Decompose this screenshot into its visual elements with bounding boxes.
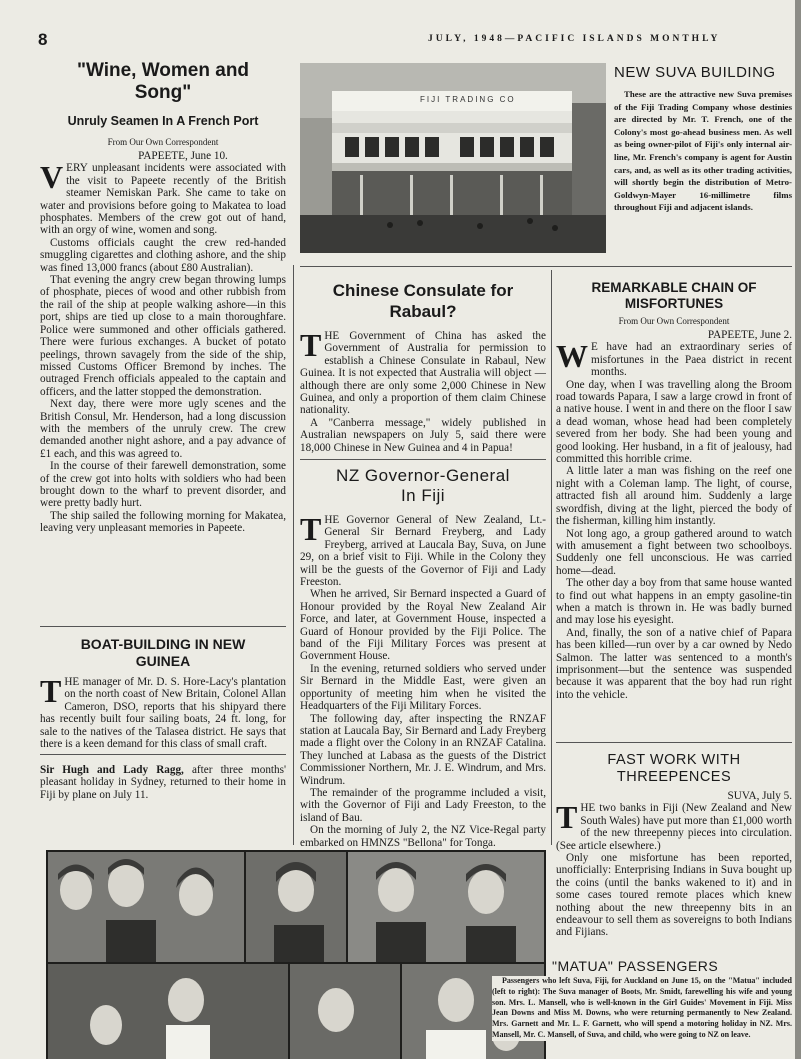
threepence-para-1: HE two banks in Fiji (New Zealand and New South Wales) have put more than £1,000 worth of the new threepenny pieces into circulation. (See article elsewhere.) (556, 802, 792, 852)
threepence-body (556, 799, 792, 939)
governor-headline: NZ Governor-General In Fiji (336, 466, 510, 505)
suva-building-photo (300, 63, 606, 253)
misfortunes-dateline: PAPEETE, June 2. (707, 329, 792, 341)
misfortunes-para-1: E have had an extraordinary series of misfortunes in the Paea district in recent months. (591, 341, 792, 379)
ragg-text: after three months' pleasant holiday in Sydney, returned to their home in Fiji by plane on July 11. (40, 764, 287, 801)
suva-building-caption-block (614, 64, 792, 214)
column-divider-right (551, 270, 552, 845)
passenger-photo-collage (46, 850, 546, 1059)
governor-para-4: The following day, after inspecting the RNZAF station at Laucala Bay, Sir Bernard and Lady Freyberg made a flight over the Colony in an RNZAF Catalina. They lunched at Labasa as the guests of the District Commissioner Northern, Mr. J. E. Windrum, and Mrs. Windrum. (300, 712, 546, 787)
misfortunes-para-6: And, finally, the son of a native chief of Papara has been killed—run over by a car owned by Nedo Salmon. The latter was sentenced to a month's imprisonment—but the sentence was suspended because it was apparent that the boy had run right into the vehicle. (556, 626, 792, 701)
chinese-para-1: HE Government of China has asked the Government of Australia for permission to establish a Chinese Consulate in Rabaul, New Guinea. It is not expected that Australia will object —although there are only some 2,000 Chinese in New Guinea, and only a proportion of them claim Chinese nationality. (300, 330, 546, 417)
misfortunes-para-2: One day, when I was travelling along the Broom road towards Papara, I saw a large crowd in front of a native house. I went in and there on the floor I saw a dead woman, whose head had been completely severed from her body. She had been young and good looking. Her husband, in a fit of jealousy, had committed this horrible crime. (556, 378, 792, 466)
misfortunes-para-3: A little later a man was fishing on the reef one night with a Coleman lamp. The light, of course, attracted fish all around him. Suddenly a large swordfish, diving at the light, pierced the body of the fisherman, killing him instantly. (556, 465, 792, 528)
page-number: 8 (38, 30, 48, 49)
wine-para-6: The ship sailed the following morning for Makatea, leaving very unpleasant memories in Papeete. (40, 509, 286, 535)
threepence-headline: FAST WORK WITH THREEPENCES (607, 752, 741, 785)
wine-para-1: ERY unpleasant incidents were associated with the visit to Papeete recently of the British steamer Nemiskan Park. She came to take on water and provisions before going to Makatea to load phosphates. Members of the crew got out of hand, with an orgy of wine, women and song. (40, 162, 286, 237)
threepence-article (556, 752, 792, 939)
governor-para-1: HE Governor General of New Zealand, Lt.-General Sir Bernard Freyberg, and Lady Freyberg, arrived at Laucala Bay, Suva, on June 29, on a brief visit to Fiji. While in the Colony they will be the guests of the Governor of Fiji and Lady Freeston. (300, 514, 546, 589)
matua-headline: "MATUA" PASSENGERS (552, 958, 719, 974)
wine-headline: "Wine, Women and Song" (76, 60, 250, 103)
governor-article (300, 466, 546, 849)
matua-caption: Passengers who left Suva, Fiji, for Auckland on June 15, on the "Matua" included (left to right): The Suva manager of Boots, Mr. Smidt, farewelling his wife and young son. Mrs. L. Mansell, who is well-known in the Girl Guides' Movement in Fiji. Miss Jean Downs and Miss M. Downs, who were returning permanently to New Zealand. Mrs. Garnett and Mr. L. F. Garnett, who will spend a motoring holiday in NZ. Mrs. Mansell, Mr. C. Mansell, of Suva, and child, who were going to NZ on leave. (492, 976, 792, 1039)
ragg-note (40, 764, 286, 801)
threepence-dateline: SUVA, July 5. (727, 790, 792, 802)
wine-body (40, 159, 286, 535)
chinese-drop-cap: T (300, 327, 322, 363)
governor-para-5: The remainder of the programme included a visit, with the Governor of Fiji and Lady Freeston, to the island of Bau. (300, 786, 546, 824)
boat-drop-cap: T (40, 673, 62, 709)
issue-line: JULY, 1948—PACIFIC ISLANDS MONTHLY (428, 34, 721, 44)
chinese-article (300, 280, 546, 454)
threepence-para-2: Only one misfortune has been reported, unofficially: Enterprising Indians in Suva bought up the coins (until the banks wakened to it) and in some cases toured remote places which knew nothing about the new threepenny bits in an endeavour to sell them as sovereigns to both Indians and Fijians. (556, 852, 792, 939)
governor-para-2: When he arrived, Sir Bernard inspected a Guard of Honour provided by the Royal New Zealand Air Force, and later, at Government House, inspected a Guard of Honour provided by the Fiji Police. The band of the Fiji Military Forces was present at Government House. (300, 588, 546, 663)
left-divider-2 (40, 754, 286, 755)
misfortunes-para-4: Not long ago, a group gathered around to watch with amusement a fight between two schoolboys. Suddenly one fell unconscious. He was carried home—dead. (556, 527, 792, 577)
wine-para-2: Customs officials caught the crew red-handed smuggling cigarettes and clothing ashore, and the ship was fined 13,000 francs (about £80 Australian). (40, 236, 286, 274)
misfortunes-byline: From Our Own Correspondent (618, 316, 730, 326)
wine-article (40, 60, 286, 535)
middle-divider (300, 459, 546, 460)
wine-para-5: In the course of their farewell demonstration, some of the crew got into holts with soldiers who had been brought down to the wharf to prevent disorder, and were pretty badly hurt. (40, 460, 286, 510)
left-divider-1 (40, 626, 286, 627)
chinese-headline: Chinese Consulate for Rabaul? (332, 281, 514, 321)
misfortunes-drop-cap: W (556, 338, 588, 375)
suva-building-caption: These are the attractive new Suva premises of the Fiji Trading Company whose destinies are directed by Mr. T. French, one of the Colony's most go-ahead business men. As well as being owner-pilot of Fiji's only internal air-line, Mr. French's company is agent for Austin cars, and, as well as its other trading activities, will shortly begin the distribution of Metro-Goldwyn-Mayer 16-millimetre films throughout Fiji and adjacent islands. (614, 89, 792, 213)
page-binding-edge (795, 0, 801, 1059)
boat-article (40, 636, 286, 750)
governor-para-3: In the evening, returned soldiers who served under Sir Bernard in the Middle East, were given an opportunity of meeting him when he visited the Headquarters of the Fiji Military Forces. (300, 662, 546, 713)
ragg-lead: Sir Hugh and Lady Ragg, (40, 764, 184, 776)
matua-article (492, 958, 792, 1041)
suva-building-headline: NEW SUVA BUILDING (614, 64, 776, 81)
wine-drop-cap: V (40, 159, 64, 196)
misfortunes-body (556, 338, 792, 701)
boat-headline: BOAT-BUILDING IN NEW GUINEA (80, 636, 246, 669)
boat-body (40, 673, 286, 751)
passenger-photos-illustration (46, 850, 546, 1059)
wine-para-4: Next day, there were more ugly scenes and the British Consul, Mr. Henderson, had a long discussion with the members of the unruly crew. The crew demanded another night ashore, and a pay advance of £1 each, and this was agreed to. (40, 398, 286, 460)
wine-para-3: That evening the angry crew began throwing lumps of phosphate, pieces of wood and other rubbish from the rail of the ship at people walking ashore—in this port, ships are tied up close to a main thoroughfare. Police were summoned and other officials gathered. There were furious exchanges. A bucket of potato peelings, thrown savagely from the side of the ship, missed Customs Officer Bremond by inches. The outraged French officials appealed to the captain and officers, and the latter stopped the demonstration. (40, 274, 286, 398)
governor-para-6: On the morning of July 2, the NZ Vice-Regal party embarked on HMNZS "Bellona" for Tonga. (300, 824, 546, 849)
wine-byline: From Our Own Correspondent (107, 137, 219, 147)
misfortunes-para-5: The other day a boy from that same house wanted to find out what happens in an empty gasoline-tin when a match is thrown in. He was badly burned and may lose his eyesight. (556, 577, 792, 627)
wine-subhead: Unruly Seamen In A French Port (67, 114, 259, 128)
building-sign: FIJI TRADING CO (420, 95, 516, 104)
top-section-divider (300, 266, 792, 267)
wine-dateline: PAPEETE, June 10. (138, 150, 228, 162)
governor-body (300, 511, 546, 849)
threepence-drop-cap: T (556, 799, 578, 836)
boat-para-1: HE manager of Mr. D. S. Hore-Lacy's plantation on the north coast of New Britain, Colonel Allan Cameron, DSO, reports that his shipyard there has recently built four sailing boats, 24 ft. long, for sale to the natives of the Talasea district. He says that there is a keen demand for this class of small craft. (40, 676, 286, 751)
chinese-para-2: A "Canberra message," widely published in Australian newspapers on July 5, said there were 18,000 Chinese in New Guinea and 4 in Papua! (300, 416, 546, 454)
right-divider (556, 742, 792, 743)
column-divider-left (293, 265, 294, 845)
suva-building-illustration (300, 63, 606, 253)
misfortunes-article (556, 280, 792, 701)
chinese-body (300, 327, 546, 454)
misfortunes-headline: REMARKABLE CHAIN OF MISFORTUNES (591, 280, 757, 311)
governor-drop-cap: T (300, 511, 322, 547)
